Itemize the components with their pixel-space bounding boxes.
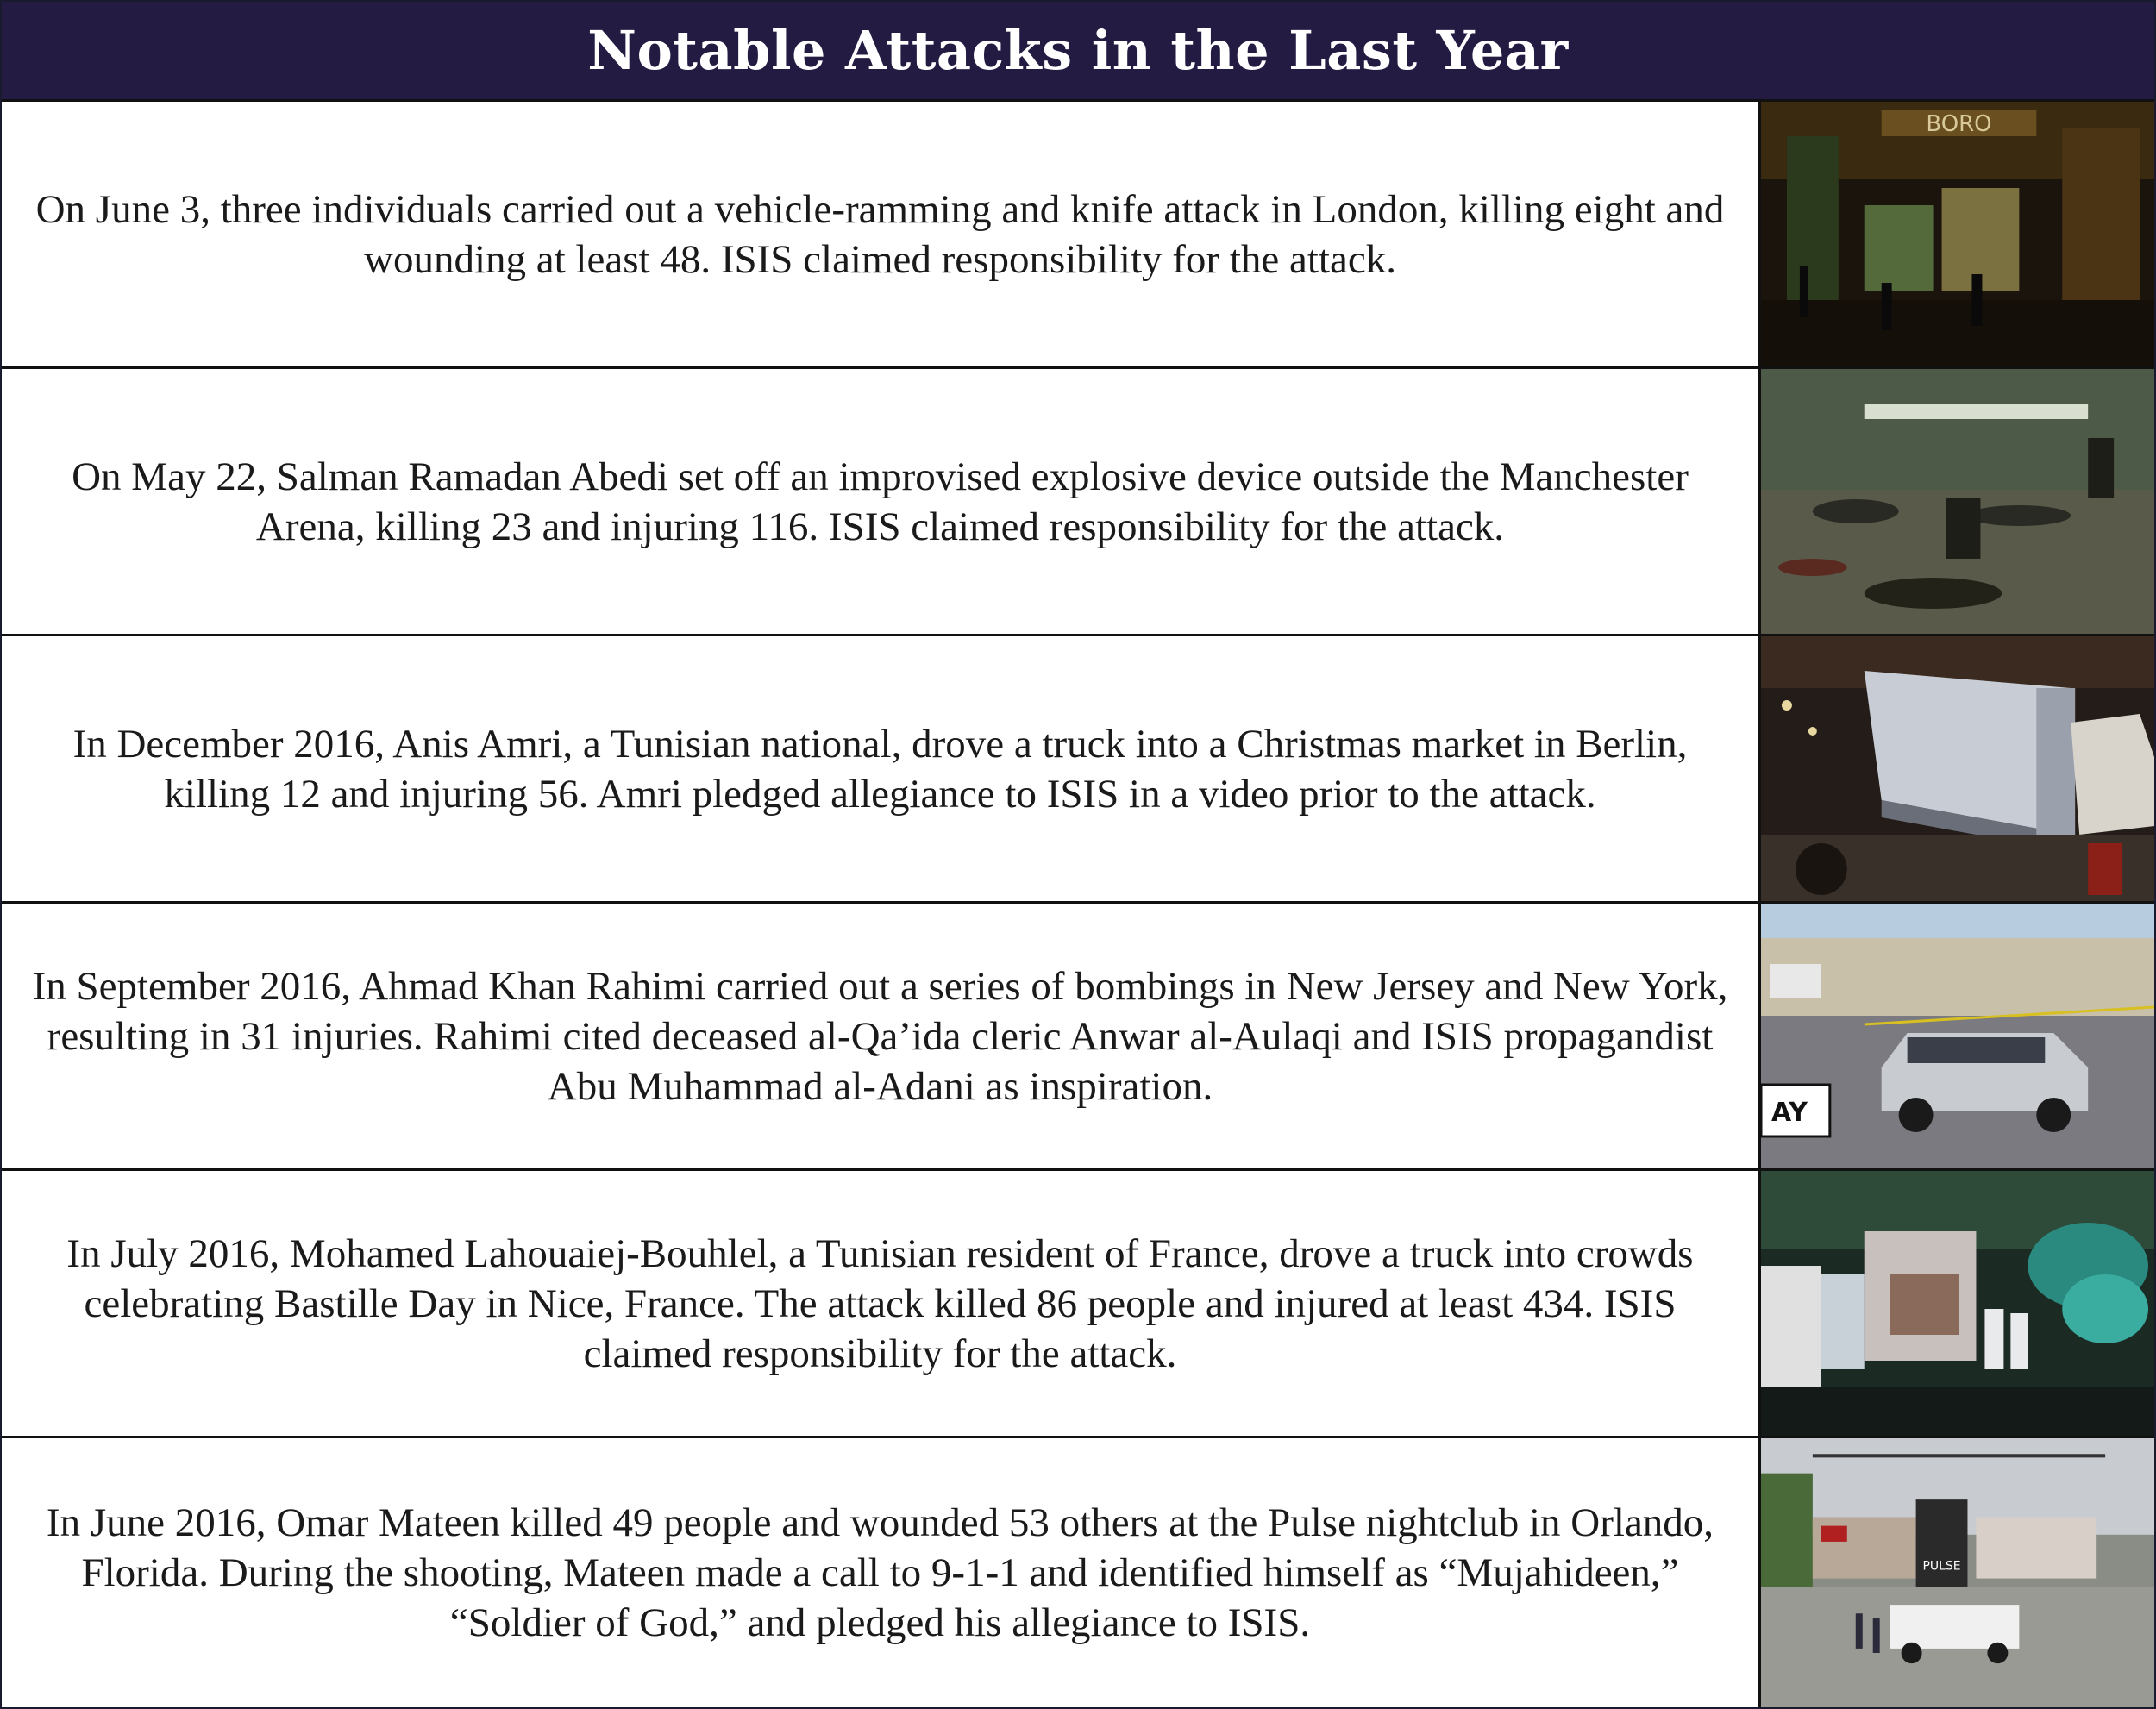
attack-description: In September 2016, Ahmad Khan Rahimi carried out a series of bombings in New Jersey and New York, resulting in 31 injuries. Rahimi cited deceased al-Qa’ida cleric Anwar al-Aulaqi and ISIS propagandist Abu Muhammad al-Adani as inspiration. — [2, 904, 1761, 1168]
attack-description: In July 2016, Mohamed Lahouaiej-Bouhlel, a Tunisian resident of France, drove a truck into crowds celebrating Bastille Day in Nice, France. The attack killed 86 people and injured at least 434. ISIS claimed responsibility for the attack. — [2, 1171, 1761, 1436]
nice-attack-photo — [1761, 1171, 2154, 1436]
svg-text:BORO: BORO — [1926, 110, 1992, 138]
berlin-attack-photo — [1761, 636, 2154, 901]
svg-text:AY: AY — [1771, 1097, 1808, 1129]
table-row — [2, 369, 2154, 636]
new-jersey-attack-photo — [1761, 904, 2154, 1168]
orlando-attack-photo — [1761, 1438, 2154, 1707]
london-attack-photo — [1761, 102, 2154, 366]
table-row — [2, 102, 2154, 369]
page-title: Notable Attacks in the Last Year — [587, 19, 1569, 82]
table-row — [2, 1171, 2154, 1438]
manchester-attack-photo — [1761, 369, 2154, 634]
table-header — [2, 2, 2154, 102]
attack-description: In December 2016, Anis Amri, a Tunisian national, drove a truck into a Christmas market in Berlin, killing 12 and injuring 56. Amri pledged allegiance to ISIS in a video prior to the attack. — [2, 636, 1761, 901]
table-row — [2, 636, 2154, 904]
attacks-list — [2, 102, 2154, 1707]
table-row — [2, 904, 2154, 1171]
attack-description: On May 22, Salman Ramadan Abedi set off an improvised explosive device outside the Manchester Arena, killing 23 and injuring 116. ISIS claimed responsibility for the attack. — [2, 369, 1761, 634]
svg-text:PULSE: PULSE — [1922, 1559, 1961, 1574]
attack-description: In June 2016, Omar Mateen killed 49 people and wounded 53 others at the Pulse nightclub in Orlando, Florida. During the shooting, Mateen made a call to 9-1-1 and identified himself as “Mujahideen,” “Soldier of God,” and pledged his allegiance to ISIS. — [2, 1438, 1761, 1707]
attack-description: On June 3, three individuals carried out a vehicle-ramming and knife attack in London, killing eight and wounding at least 48. ISIS claimed responsibility for the attack. — [2, 102, 1761, 366]
table-row — [2, 1438, 2154, 1707]
